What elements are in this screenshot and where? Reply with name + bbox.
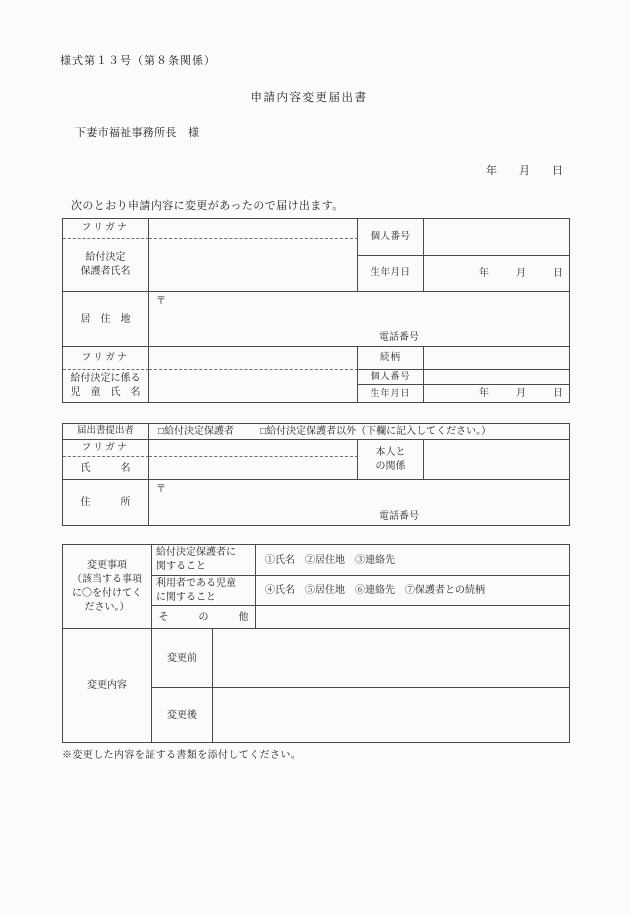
guardian-table xyxy=(62,218,570,403)
change-row-child-options[interactable]: ④氏名 ⑤居住地 ⑥連絡先 ⑦保護者との続柄 xyxy=(256,576,569,606)
child-name-label: 給付決定に係る 児 童 氏 名 xyxy=(63,370,149,402)
child-furigana-field[interactable] xyxy=(149,347,358,370)
change-items-label: 変更事項 （該当する事項 に〇を付けてく ださい。） xyxy=(63,545,152,629)
change-before-label: 変更前 xyxy=(152,629,213,688)
phone-label: 電話番号 xyxy=(379,332,419,343)
child-relation-field[interactable] xyxy=(424,347,569,370)
submitter-relation-label: 本人と の関係 xyxy=(358,440,424,480)
date-line xyxy=(0,162,630,178)
change-after-field[interactable] xyxy=(213,688,569,742)
submitter-name-field[interactable] xyxy=(149,457,358,480)
addressee: 下妻市福祉事務所長 様 xyxy=(75,127,200,139)
guardian-personal-number-field[interactable] xyxy=(424,219,569,256)
checkbox-option-guardian[interactable]: □給付決定保護者 xyxy=(158,426,235,437)
guardian-birth-field[interactable]: 年 月 日 xyxy=(424,256,569,292)
change-table xyxy=(62,544,570,743)
change-after-label: 変更後 xyxy=(152,688,213,742)
child-birth-label: 生年月日 xyxy=(358,385,424,402)
guardian-furigana-field[interactable] xyxy=(149,219,358,239)
child-furigana-label: フリガナ xyxy=(63,347,149,370)
change-content-label: 変更内容 xyxy=(63,629,152,742)
child-name-field[interactable] xyxy=(149,370,358,402)
submitter-furigana-field[interactable] xyxy=(149,440,358,457)
submitter-address-field[interactable] xyxy=(149,480,569,525)
submitter-label: 届出書提出者 xyxy=(63,424,149,440)
change-row-child-label: 利用者である児童 に関すること xyxy=(152,576,256,606)
guardian-name-label: 給付決定 保護者氏名 xyxy=(63,239,149,292)
postal-mark: 〒 xyxy=(156,484,166,495)
footnote: ※変更した内容を証する書類を添付してください。 xyxy=(62,750,302,761)
submitter-address-label: 住 所 xyxy=(63,480,149,525)
date-day-label: 日 xyxy=(552,165,563,177)
guardian-birth-label: 生年月日 xyxy=(358,256,424,292)
intro-sentence: 次のとおり申請内容に変更があったので届け出ます。 xyxy=(71,200,344,212)
postal-mark: 〒 xyxy=(156,296,166,307)
date-year-label: 年 xyxy=(486,165,497,177)
change-row-other-label: そ の 他 xyxy=(152,606,256,629)
child-personal-number-label: 個人番号 xyxy=(358,370,424,385)
form-number: 様式第１３号（第８条関係） xyxy=(60,55,216,67)
child-relation-label: 続柄 xyxy=(358,347,424,370)
submitter-options xyxy=(149,424,569,440)
guardian-furigana-label: フリガナ xyxy=(63,219,149,239)
submitter-furigana-label: フリガナ xyxy=(63,440,149,457)
guardian-name-field[interactable] xyxy=(149,239,358,292)
page-title: 申請内容変更届出書 xyxy=(250,92,368,104)
child-birth-field[interactable]: 年 月 日 xyxy=(479,388,563,399)
phone-label: 電話番号 xyxy=(379,511,419,522)
submitter-relation-field[interactable] xyxy=(424,440,569,480)
submitter-table xyxy=(62,423,570,526)
child-personal-number-field[interactable] xyxy=(424,370,569,385)
change-before-field[interactable] xyxy=(213,629,569,688)
date-month-label: 月 xyxy=(519,165,530,177)
change-row-guardian-label: 給付決定保護者に 関すること xyxy=(152,545,256,576)
change-row-other-field[interactable] xyxy=(256,606,569,629)
change-row-guardian-options[interactable]: ①氏名 ②居住地 ③連絡先 xyxy=(256,545,569,576)
residence-label: 居 住 地 xyxy=(63,292,149,347)
checkbox-option-other[interactable]: □給付決定保護者以外（下欄に記入してください。） xyxy=(260,426,492,437)
guardian-personal-number-label: 個人番号 xyxy=(358,219,424,256)
submitter-name-label: 氏 名 xyxy=(63,457,149,480)
residence-field[interactable] xyxy=(149,292,569,347)
